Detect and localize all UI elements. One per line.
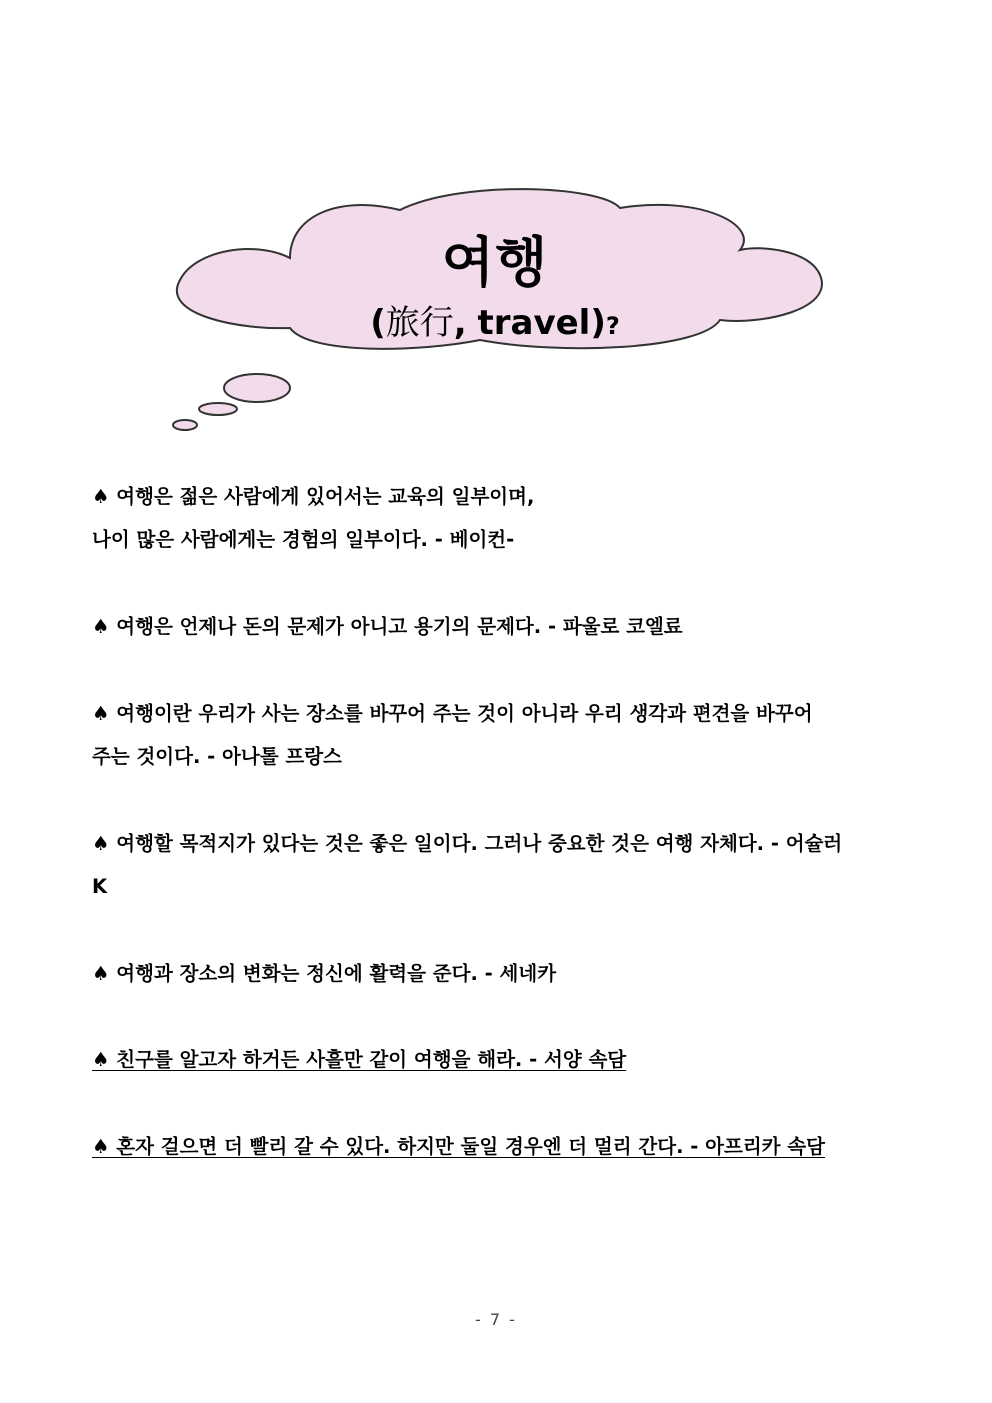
cloud-bubble-large bbox=[224, 374, 290, 402]
quote-line: ♠ 혼자 걸으면 더 빨리 갈 수 있다. 하지만 둘일 경우엔 더 멀리 간다. - 아프리카 속담 bbox=[92, 1135, 825, 1158]
quote-item bbox=[92, 475, 902, 561]
quote-line: ♠ 여행과 장소의 변화는 정신에 활력을 준다. - 세네카 bbox=[92, 962, 557, 985]
page-number: - 7 - bbox=[475, 1310, 517, 1329]
quote-line: ♠ 여행할 목적지가 있다는 것은 좋은 일이다. 그러나 중요한 것은 여행 자체다. - 어슐러 bbox=[92, 832, 843, 855]
quote-line: ♠ 여행은 젊은 사람에게 있어서는 교육의 일부이며, bbox=[92, 485, 535, 508]
quote-item bbox=[92, 822, 902, 908]
cloud-bubble-medium bbox=[199, 403, 237, 415]
cloud-bubble-small bbox=[173, 420, 197, 430]
page-subtitle bbox=[160, 303, 830, 343]
quote-line: 나이 많은 사람에게는 경험의 일부이다. - 베이컨- bbox=[92, 528, 515, 551]
quote-item bbox=[92, 692, 902, 778]
subtitle-english: travel bbox=[477, 303, 591, 343]
subtitle-hanja: 旅行 bbox=[385, 303, 454, 343]
quote-line: K bbox=[92, 875, 108, 898]
page-title: 여행 bbox=[441, 231, 549, 294]
subtitle-question-mark: ? bbox=[605, 312, 620, 340]
quote-item-underlined bbox=[92, 1125, 902, 1168]
quote-item bbox=[92, 605, 902, 648]
quote-line: ♠ 친구를 알고자 하거든 사흘만 같이 여행을 해라. - 서양 속담 bbox=[92, 1048, 627, 1071]
subtitle-comma: , bbox=[453, 303, 467, 343]
quote-item-underlined bbox=[92, 1038, 902, 1081]
subtitle-open-paren: ( bbox=[370, 303, 386, 343]
quote-line: 주는 것이다. - 아나톨 프랑스 bbox=[92, 745, 342, 768]
subtitle-close-paren: ) bbox=[590, 303, 606, 343]
quote-line: ♠ 여행은 언제나 돈의 문제가 아니고 용기의 문제다. - 파울로 코엘료 bbox=[92, 615, 683, 638]
quote-line: ♠ 여행이란 우리가 사는 장소를 바꾸어 주는 것이 아니라 우리 생각과 편견을 바꾸어 bbox=[92, 702, 813, 725]
quote-item bbox=[92, 952, 902, 995]
